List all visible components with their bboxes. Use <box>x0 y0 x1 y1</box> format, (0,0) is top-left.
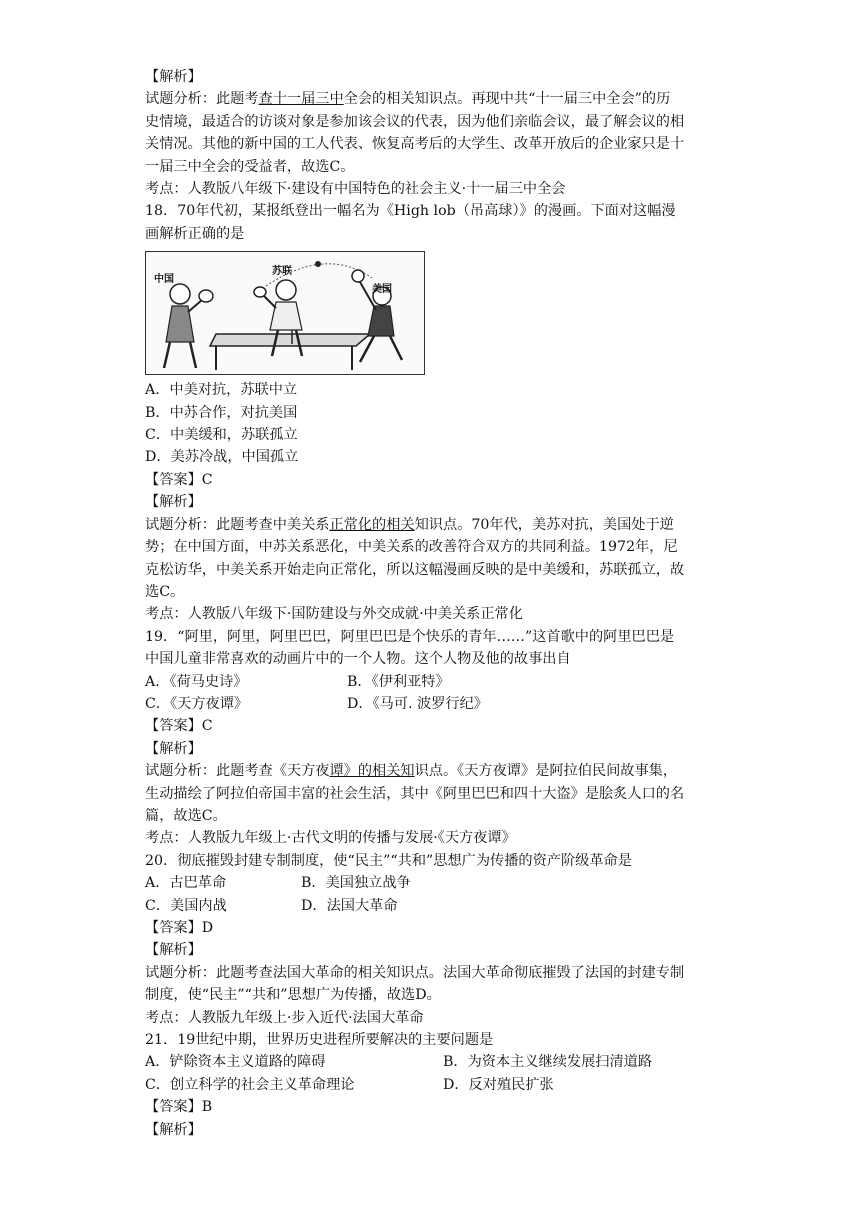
option-c: C．《天方夜谭》 <box>145 695 249 712</box>
options-row <box>145 1051 717 1073</box>
option-b: B．中苏合作，对抗美国 <box>145 404 298 421</box>
analysis-line: 制度，使“民主”“共和”思想广为传播，故选D。 <box>145 987 441 1004</box>
ping-pong-cartoon-image <box>145 251 425 375</box>
option-b: B．美国独立战争 <box>301 875 411 892</box>
option-d: D．反对殖民扩张 <box>443 1076 554 1093</box>
option-c: C．中美缓和，苏联孤立 <box>145 427 298 444</box>
analysis-heading: 【解析】 <box>145 942 202 959</box>
question-19-stem-cont: 中国儿童非常喜欢的动画片中的一个人物。这个人物及他的故事出自 <box>145 651 571 668</box>
option-a: A．铲除资本主义道路的障碍 <box>145 1054 326 1071</box>
options-row <box>145 693 717 715</box>
option-b: B．《伊利亚特》 <box>347 673 450 690</box>
analysis-line: 篇，故选C。 <box>145 807 227 824</box>
question-18-stem: 18．70年代初，某报纸登出一幅名为《High lob（吊高球）》的漫画。下面对这幅漫 <box>145 203 676 220</box>
underlined-text: 谭》的相关知 <box>329 763 415 780</box>
kaodian-line: 考点：人教版八年级下·国防建设与外交成就·中美关系正常化 <box>145 606 523 623</box>
analysis-line <box>145 88 717 110</box>
kaodian-line: 考点：人教版九年级上·步入近代·法国大革命 <box>145 1009 424 1026</box>
kaodian-line: 考点：人教版九年级上·古代文明的传播与发展·《天方夜谭》 <box>145 830 516 847</box>
analysis-text: 试题分析：此题考查《天方夜 <box>145 763 330 780</box>
answer-line: 【答案】C <box>145 718 213 735</box>
options-row <box>145 1074 717 1096</box>
analysis-heading: 【解析】 <box>145 740 202 757</box>
analysis-line: 试题分析：此题考查法国大革命的相关知识点。法国大革命彻底摧毁了法国的封建专制 <box>145 964 685 981</box>
question-21-stem: 21．19世纪中期，世界历史进程所要解决的主要问题是 <box>145 1032 494 1049</box>
question-18-stem-cont: 画解析正确的是 <box>145 225 245 242</box>
analysis-heading: 【解析】 <box>145 1121 202 1138</box>
underlined-text: 正常化的相关 <box>329 516 415 533</box>
options-row <box>145 872 717 894</box>
analysis-line <box>145 514 717 536</box>
analysis-text: 试题分析：此题考查中美关系 <box>145 516 330 533</box>
question-20-stem: 20．彻底摧毁封建专制制度，使“民主”“共和”思想广为传播的资产阶级革命是 <box>145 852 632 869</box>
analysis-heading: 【解析】 <box>145 69 202 85</box>
options-row <box>145 895 717 917</box>
option-a: A．《荷马史诗》 <box>145 673 248 690</box>
option-c: C．创立科学的社会主义革命理论 <box>145 1076 355 1093</box>
analysis-line: 关情况。其他的新中国的工人代表、恢复高考后的大学生、改革开放后的企业家只是十 <box>145 136 685 153</box>
option-d: D．《马可. 波罗行纪》 <box>347 695 488 712</box>
cartoon-label-ussr: 苏联 <box>272 266 292 278</box>
analysis-line: 一届三中全会的受益者，故选C。 <box>145 158 355 175</box>
kaodian-line: 考点：人教版八年级下·建设有中国特色的社会主义·十一届三中全会 <box>145 181 566 198</box>
option-d: D．美苏冷战，中国孤立 <box>145 449 299 466</box>
analysis-line: 选C。 <box>145 583 185 600</box>
analysis-heading: 【解析】 <box>145 494 202 511</box>
option-a: A．古巴革命 <box>145 875 227 892</box>
answer-line: 【答案】C <box>145 471 213 488</box>
cartoon-label-usa: 美国 <box>372 284 392 296</box>
answer-line: 【答案】B <box>145 1099 213 1116</box>
option-c: C．美国内战 <box>145 897 227 914</box>
option-a: A．中美对抗，苏联中立 <box>145 382 298 399</box>
analysis-line: 势；在中国方面，中苏关系恶化，中美关系的改善符合双方的共同利益。1972年，尼 <box>145 539 678 556</box>
analysis-line: 生动描绘了阿拉伯帝国丰富的社会生活，其中《阿里巴巴和四十大盗》是脍炙人口的名 <box>145 785 685 802</box>
analysis-text: 知识点。70年代，美苏对抗，美国处于逆 <box>414 516 674 533</box>
analysis-text: 试题分析：此题考 <box>145 91 259 108</box>
option-d: D．法国大革命 <box>301 897 398 914</box>
cartoon-label-china: 中国 <box>154 274 174 286</box>
analysis-line: 克松访华，中美关系开始走向正常化，所以这幅漫画反映的是中美缓和，苏联孤立，故 <box>145 561 685 578</box>
analysis-text: 识点。《天方夜谭》是阿拉伯民间故事集， <box>414 763 678 780</box>
answer-line: 【答案】D <box>145 920 214 936</box>
analysis-text: 全会的相关知识点。再现中共“十一届三中全会”的历 <box>343 91 671 108</box>
document-page <box>145 66 717 1141</box>
underlined-text: 查十一届三中 <box>258 91 344 108</box>
options-row <box>145 671 717 693</box>
question-19-stem: 19．“阿里，阿里，阿里巴巴，阿里巴巴是个快乐的青年……”这首歌中的阿里巴巴是 <box>145 628 675 645</box>
analysis-line: 史情境，最适合的访谈对象是参加该会议的代表，因为他们亲临会议，最了解会议的相 <box>145 113 685 130</box>
analysis-line <box>145 760 717 782</box>
option-b: B．为资本主义继续发展扫清道路 <box>443 1054 653 1071</box>
